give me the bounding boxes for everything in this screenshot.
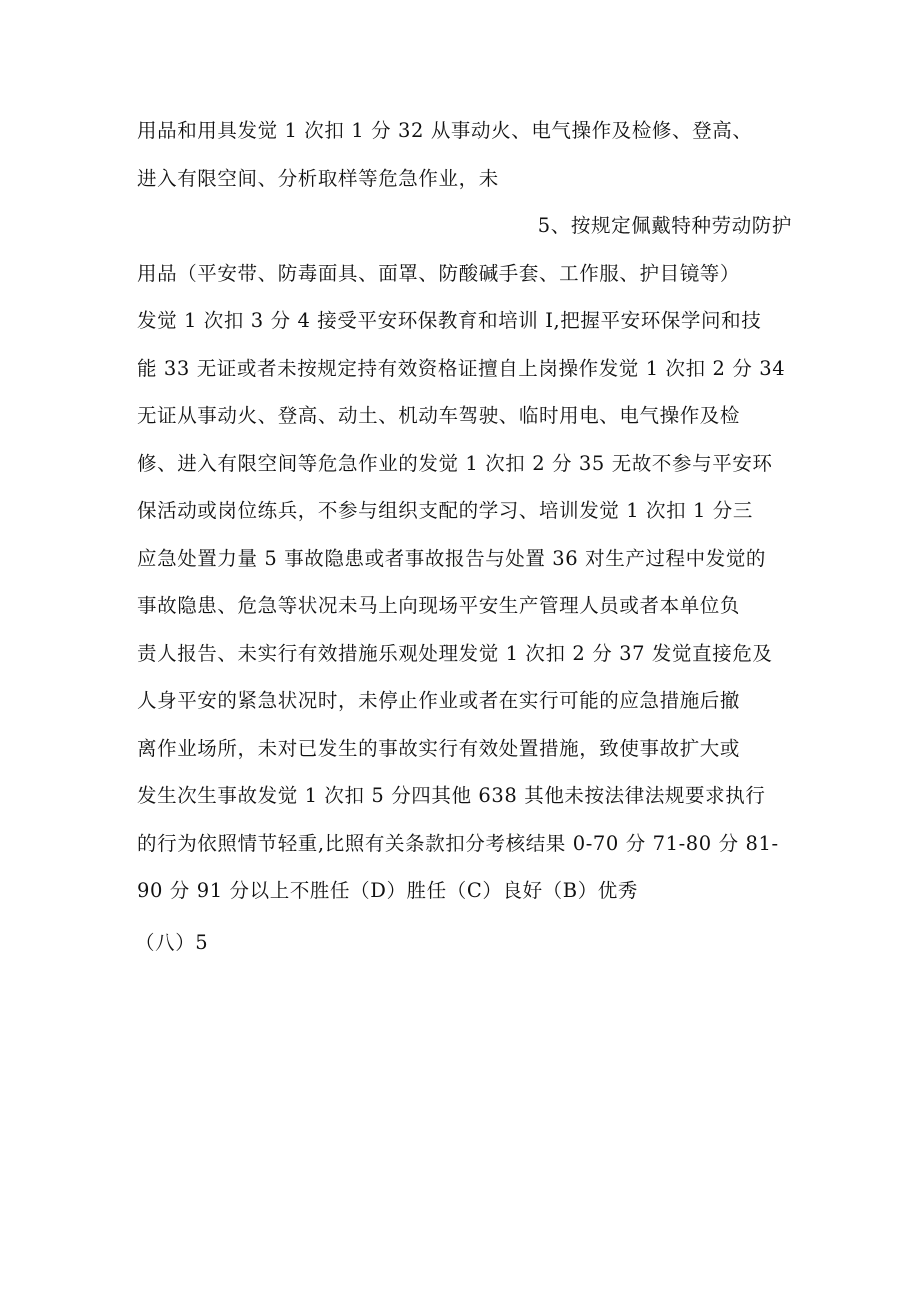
text-line-17: 90 分 91 分以上不胜任（D）胜任（C）良好（B）优秀 — [137, 879, 639, 902]
text-line-1: 用品和用具发觉 1 次扣 1 分 32 从事动火、电气操作及检修、登高、 — [137, 119, 753, 142]
text-line-15: 发生次生事故发觉 1 次扣 5 分四其他 638 其他未按法律法规要求执行 — [137, 784, 766, 807]
text-line-11: 事故隐患、危急等状况未马上向现场平安生产管理人员或者本单位负 — [137, 594, 741, 617]
text-line-5: 发觉 1 次扣 3 分 4 接受平安环保教育和培训 I,把握平安环保学问和技 — [137, 309, 762, 332]
text-line-6: 能 33 无证或者未按规定持有效资格证擅自上岗操作发觉 1 次扣 2 分 34 — [137, 357, 786, 380]
text-line-7: 无证从事动火、登高、动土、机动车驾驶、临时用电、电气操作及检 — [137, 404, 741, 427]
text-line-13: 人身平安的紧急状况时，未停止作业或者在实行可能的应急措施后撤 — [137, 689, 741, 712]
text-line-14: 离作业场所，未对已发生的事故实行有效处置措施，致使事故扩大或 — [137, 737, 741, 760]
text-line-9: 保活动或岗位练兵，不参与组织支配的学习、培训发觉 1 次扣 1 分三 — [137, 499, 754, 522]
text-line-18: （八）5 — [135, 931, 209, 954]
text-line-4: 用品（平安带、防毒面具、面罩、防酸碱手套、工作服、护目镜等） — [137, 262, 741, 285]
text-line-12: 责人报告、未实行有效措施乐观处理发觉 1 次扣 2 分 37 发觉直接危及 — [137, 642, 773, 665]
text-line-8: 修、进入有限空间等危急作业的发觉 1 次扣 2 分 35 无故不参与平安环 — [137, 452, 773, 475]
text-line-16: 的行为依照情节轻重,比照有关条款扣分考核结果 0-70 分 71-80 分 81- — [137, 832, 779, 855]
text-line-3: 5、按规定佩戴特种劳动防护 — [537, 214, 792, 237]
text-line-10: 应急处置力量 5 事故隐患或者事故报告与处置 36 对生产过程中发觉的 — [137, 547, 767, 570]
text-line-2: 进入有限空间、分析取样等危急作业，未 — [137, 167, 499, 190]
